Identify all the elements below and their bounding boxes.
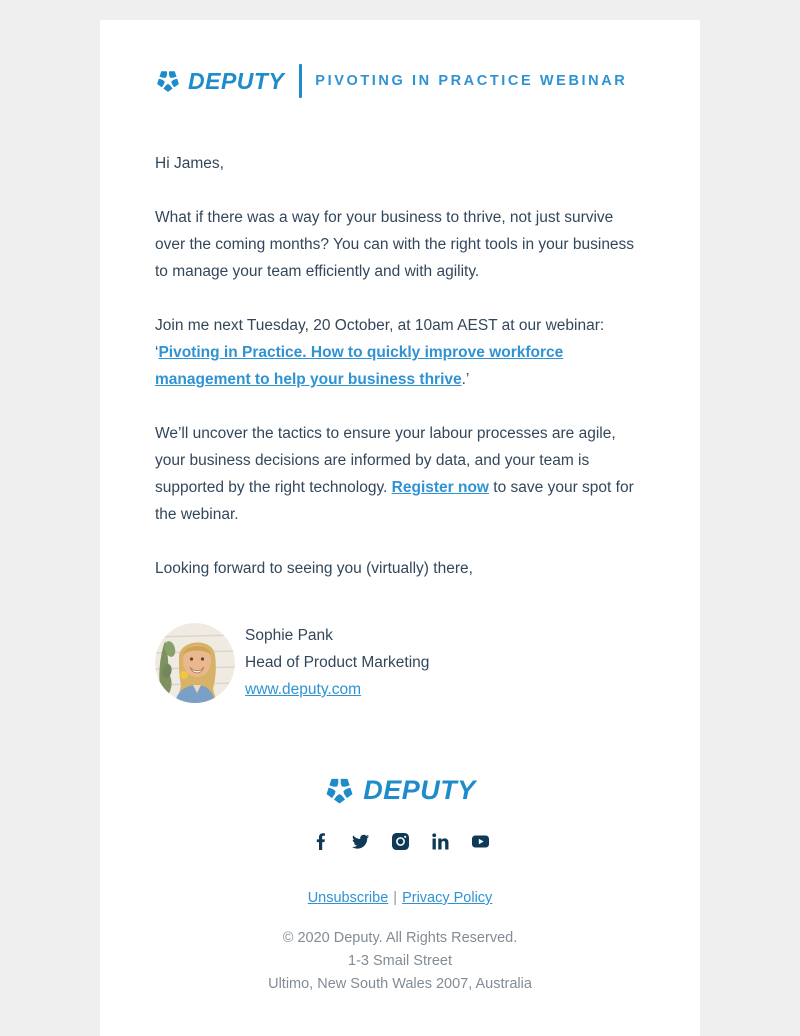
signature-text — [245, 622, 429, 703]
website-link[interactable]: www.deputy.com — [245, 681, 362, 698]
footer-links-separator: | — [393, 890, 398, 906]
youtube-icon[interactable] — [472, 833, 489, 850]
linkedin-icon[interactable] — [432, 833, 449, 850]
paragraph-3 — [155, 420, 647, 528]
email-card — [100, 20, 700, 1036]
facebook-icon[interactable] — [312, 833, 329, 850]
footer-deputy-logo-wordmark: DEPUTY — [363, 775, 476, 805]
webinar-details-link[interactable]: Pivoting in Practice. How to quickly improve workforce management to help your business thrive — [155, 344, 564, 388]
register-now-link[interactable]: Register now — [391, 479, 489, 496]
paragraph-3-suffix: to save your spot for the webinar. — [155, 479, 634, 523]
deputy-logo-icon — [155, 68, 181, 94]
email-body — [155, 150, 645, 582]
paragraph-3-text: We’ll uncover the tactics to ensure your labour processes are agile, your business decisions are informed by data, and your team is supported by the right technology. — [155, 425, 616, 496]
deputy-logo-wordmark: DEPUTY — [188, 67, 285, 94]
paragraph-2-text: Join me next Tuesday, 20 October, at 10am AEST at our webinar: ‘ — [155, 317, 605, 361]
paragraph-1: What if there was a way for your business to thrive, not just survive over the coming months? You can with the right tools in your business to manage your team efficiently and with agility. — [155, 209, 635, 280]
footer-deputy-logo — [324, 775, 476, 806]
avatar — [155, 623, 235, 703]
signature-name: Sophie Pank — [245, 627, 333, 644]
address-line-2: Ultimo, New South Wales 2007, Australia — [268, 976, 532, 992]
closing-line: Looking forward to seeing you (virtually) there, — [155, 560, 473, 577]
paragraph-2 — [155, 312, 647, 393]
footer-deputy-logo-icon — [324, 775, 355, 806]
twitter-icon[interactable] — [352, 833, 369, 850]
greeting: Hi James, — [155, 155, 224, 172]
deputy-logo — [155, 68, 284, 95]
unsubscribe-link[interactable]: Unsubscribe — [307, 890, 389, 906]
address-line-1: 1-3 Smail Street — [348, 953, 452, 969]
signature-title: Head of Product Marketing — [245, 654, 430, 671]
email-header — [155, 64, 645, 98]
signature-block — [155, 622, 645, 703]
paragraph-2-suffix: .’ — [461, 371, 470, 388]
webinar-title: PIVOTING IN PRACTICE WEBINAR — [315, 73, 628, 89]
header-divider — [299, 64, 302, 98]
email-footer — [155, 775, 645, 996]
footer-links — [155, 890, 645, 906]
social-links — [155, 833, 645, 850]
copyright-block — [155, 927, 645, 996]
copyright-line: © 2020 Deputy. All Rights Reserved. — [282, 930, 518, 946]
instagram-icon[interactable] — [392, 833, 409, 850]
privacy-policy-link[interactable]: Privacy Policy — [402, 890, 493, 906]
